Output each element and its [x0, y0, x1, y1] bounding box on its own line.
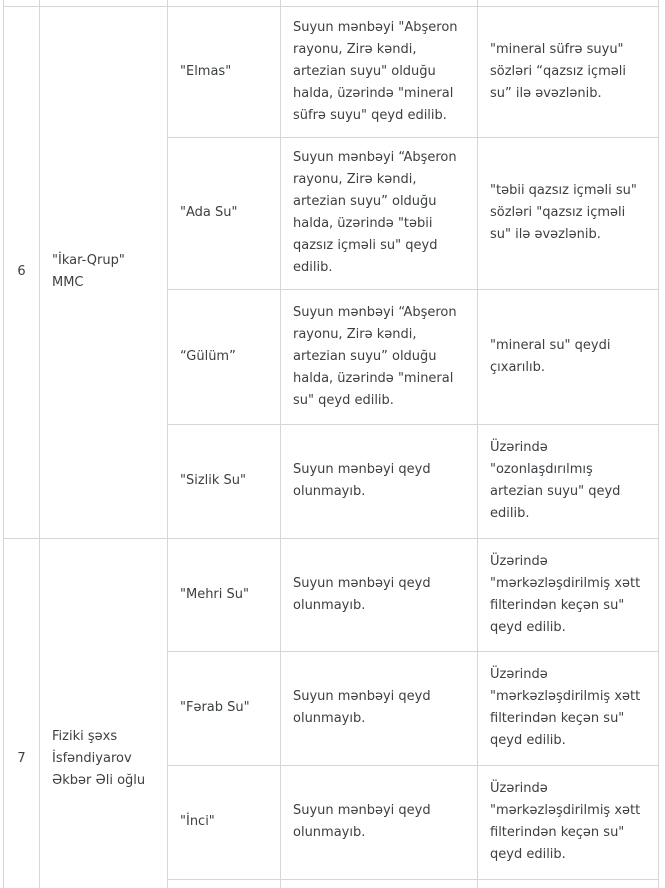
- row-number: 7: [4, 538, 40, 888]
- product-cell: "İnci": [168, 765, 281, 879]
- issue-cell: Suyun mənbəyi qeyd olunmayıb.: [281, 651, 478, 765]
- product-cell: "Ada Su": [168, 137, 281, 289]
- action-cell: Üzərində "ozonlaşdırılmış artezian suyu" qeyd edilib.: [478, 424, 659, 538]
- empty-cell: [281, 879, 478, 888]
- inspection-table: [3, 0, 659, 888]
- action-cell: Üzərində "mərkəzləşdirilmiş xətt filterindən keçən su" qeyd edilib.: [478, 765, 659, 879]
- action-cell: "mineral su" qeydi çıxarılıb.: [478, 289, 659, 424]
- action-cell: Üzərində "mərkəzləşdirilmiş xətt filterindən keçən su" qeyd edilib.: [478, 651, 659, 765]
- product-cell: "Elmas": [168, 6, 281, 137]
- action-cell: "mineral süfrə suyu" sözləri “qazsız içməli su” ilə əvəzlənib.: [478, 6, 659, 137]
- issue-cell: Suyun mənbəyi "Abşeron rayonu, Zirə kəndi, artezian suyu" olduğu halda, üzərində "mineral süfrə suyu" qeyd edilib.: [281, 6, 478, 137]
- action-cell: "təbii qazsız içməli su" sözləri "qazsız içməli su" ilə əvəzlənib.: [478, 137, 659, 289]
- company-cell: "İkar-Qrup" MMC: [40, 6, 168, 538]
- issue-cell: Suyun mənbəyi “Abşeron rayonu, Zirə kəndi, artezian suyu” olduğu halda, üzərində "mineral su" qeyd edilib.: [281, 289, 478, 424]
- product-cell: "Fərab Su": [168, 651, 281, 765]
- issue-cell: Suyun mənbəyi qeyd olunmayıb.: [281, 765, 478, 879]
- company-cell: Fiziki şəxs İsfəndiyarov Əkbər Əli oğlu: [40, 538, 168, 888]
- product-cell: "Mehri Su": [168, 538, 281, 651]
- issue-cell: Suyun mənbəyi qeyd olunmayıb.: [281, 424, 478, 538]
- empty-cell: [478, 879, 659, 888]
- empty-cell: [168, 879, 281, 888]
- table-row: [4, 6, 659, 137]
- action-cell: Üzərində "mərkəzləşdirilmiş xətt filterindən keçən su" qeyd edilib.: [478, 538, 659, 651]
- product-cell: “Gülüm”: [168, 289, 281, 424]
- row-number: 6: [4, 6, 40, 538]
- product-cell: "Sizlik Su": [168, 424, 281, 538]
- issue-cell: Suyun mənbəyi “Abşeron rayonu, Zirə kəndi, artezian suyu” olduğu halda, üzərində "təbii qazsız içməli su" qeyd edilib.: [281, 137, 478, 289]
- issue-cell: Suyun mənbəyi qeyd olunmayıb.: [281, 538, 478, 651]
- table-row: [4, 538, 659, 651]
